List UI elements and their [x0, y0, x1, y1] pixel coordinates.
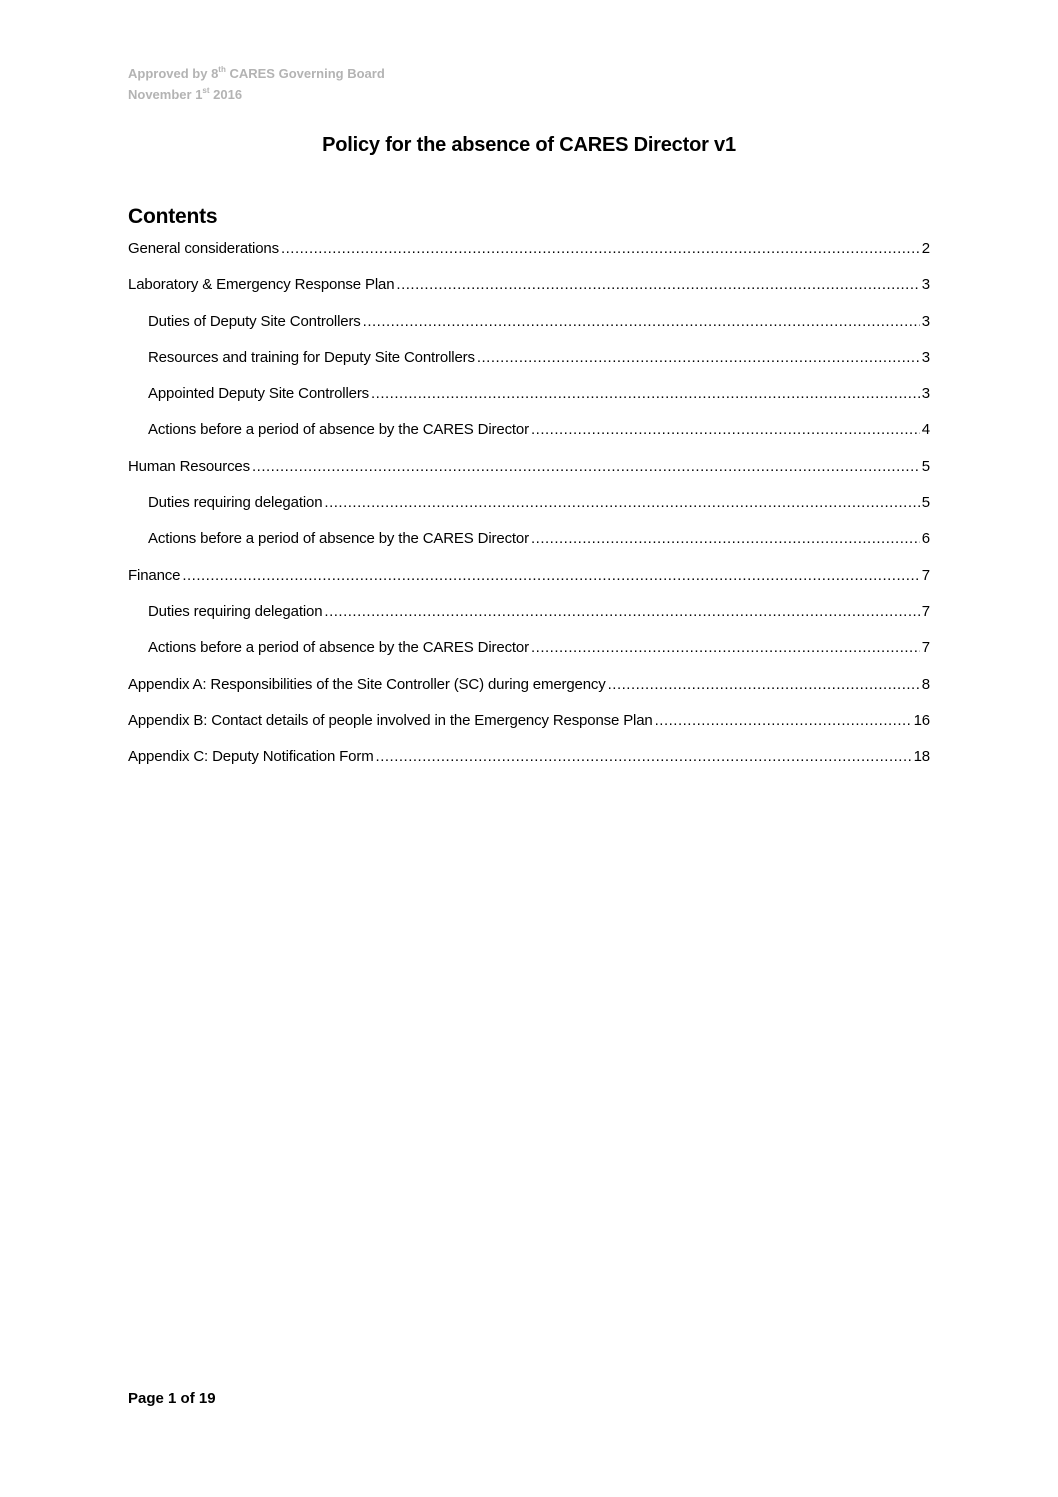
approval-board-superscript: th: [218, 65, 226, 74]
toc-entry-page-number[interactable]: 18: [913, 748, 930, 766]
toc-dot-leader: [371, 381, 920, 407]
toc-entry-title[interactable]: Duties of Deputy Site Controllers: [148, 312, 361, 330]
approval-board-suffix: CARES Governing Board: [225, 66, 385, 81]
toc-dot-leader: [281, 236, 920, 262]
approval-date-prefix: November 1: [128, 87, 203, 102]
toc-entry-page-number[interactable]: 3: [921, 348, 930, 366]
toc-entry-title[interactable]: Human Resources: [128, 457, 250, 475]
toc-entry[interactable]: [128, 708, 930, 744]
toc-entry-title[interactable]: Actions before a period of absence by the CARES Director: [148, 530, 529, 548]
toc-entry[interactable]: [128, 345, 930, 381]
toc-dot-leader: [376, 744, 912, 770]
toc-entry-page-number[interactable]: 5: [921, 494, 930, 512]
toc-entry-page-number[interactable]: 7: [921, 639, 930, 657]
toc-dot-leader: [531, 417, 920, 443]
toc-entry-title[interactable]: Resources and training for Deputy Site Controllers: [148, 348, 475, 366]
toc-entry-title[interactable]: Finance: [128, 566, 181, 584]
toc-entry-page-number[interactable]: 3: [921, 312, 930, 330]
toc-dot-leader: [252, 454, 920, 480]
toc-entry-title[interactable]: Appointed Deputy Site Controllers: [148, 385, 370, 403]
toc-entry-page-number[interactable]: 8: [921, 675, 930, 693]
toc-entry[interactable]: [128, 309, 930, 345]
document-title: Policy for the absence of CARES Director v1: [322, 134, 736, 156]
toc-entry-page-number[interactable]: 3: [921, 276, 930, 294]
toc-entry-page-number[interactable]: 6: [921, 530, 930, 548]
toc-entry[interactable]: [128, 672, 930, 708]
toc-entry-title[interactable]: Appendix C: Deputy Notification Form: [128, 748, 374, 766]
approval-date-superscript: st: [202, 86, 210, 95]
approval-line-board: [128, 63, 385, 84]
toc-dot-leader: [324, 599, 919, 625]
toc-entry[interactable]: [128, 236, 930, 272]
toc-entry-page-number[interactable]: 4: [921, 421, 930, 439]
toc-entry-title[interactable]: Actions before a period of absence by the CARES Director: [148, 421, 529, 439]
toc-entry-title[interactable]: Duties requiring delegation: [148, 494, 323, 512]
toc-entry[interactable]: [128, 272, 930, 308]
toc-entry[interactable]: [128, 526, 930, 562]
approval-note: [128, 63, 385, 105]
toc-entry[interactable]: [128, 635, 930, 671]
toc-dot-leader: [531, 635, 920, 661]
toc-dot-leader: [608, 672, 920, 698]
toc-entry-page-number[interactable]: 7: [921, 602, 930, 620]
toc-entry[interactable]: [128, 563, 930, 599]
approval-line-date: [128, 84, 385, 105]
toc-entry[interactable]: [128, 454, 930, 490]
toc-entry-page-number[interactable]: 3: [921, 385, 930, 403]
toc-entry[interactable]: [128, 744, 930, 780]
toc-entry[interactable]: [128, 381, 930, 417]
approval-board-prefix: Approved by 8: [128, 66, 219, 81]
toc-dot-leader: [477, 345, 920, 371]
toc-entry[interactable]: [128, 417, 930, 453]
toc-dot-leader: [655, 708, 912, 734]
contents-heading: Contents: [128, 205, 218, 228]
toc-entry-title[interactable]: Appendix B: Contact details of people involved in the Emergency Response Plan: [128, 711, 653, 729]
toc-entry-title[interactable]: Duties requiring delegation: [148, 602, 323, 620]
toc-entry[interactable]: [128, 490, 930, 526]
page-number-footer: Page 1 of 19: [128, 1390, 216, 1407]
table-of-contents: [128, 236, 930, 780]
toc-entry[interactable]: [128, 599, 930, 635]
toc-entry-page-number[interactable]: 5: [921, 457, 930, 475]
toc-dot-leader: [182, 563, 919, 589]
toc-dot-leader: [531, 526, 920, 552]
toc-entry-page-number[interactable]: 16: [913, 711, 930, 729]
toc-entry-title[interactable]: Appendix A: Responsibilities of the Site Controller (SC) during emergency: [128, 675, 606, 693]
toc-entry-title[interactable]: Laboratory & Emergency Response Plan: [128, 276, 395, 294]
toc-entry-page-number[interactable]: 2: [921, 240, 930, 257]
toc-entry-title[interactable]: General considerations: [128, 240, 279, 257]
toc-dot-leader: [363, 309, 920, 335]
toc-entry-page-number[interactable]: 7: [921, 566, 930, 584]
approval-date-suffix: 2016: [209, 87, 243, 102]
toc-dot-leader: [396, 272, 919, 298]
toc-entry-title[interactable]: Actions before a period of absence by the CARES Director: [148, 639, 529, 657]
toc-dot-leader: [324, 490, 919, 516]
